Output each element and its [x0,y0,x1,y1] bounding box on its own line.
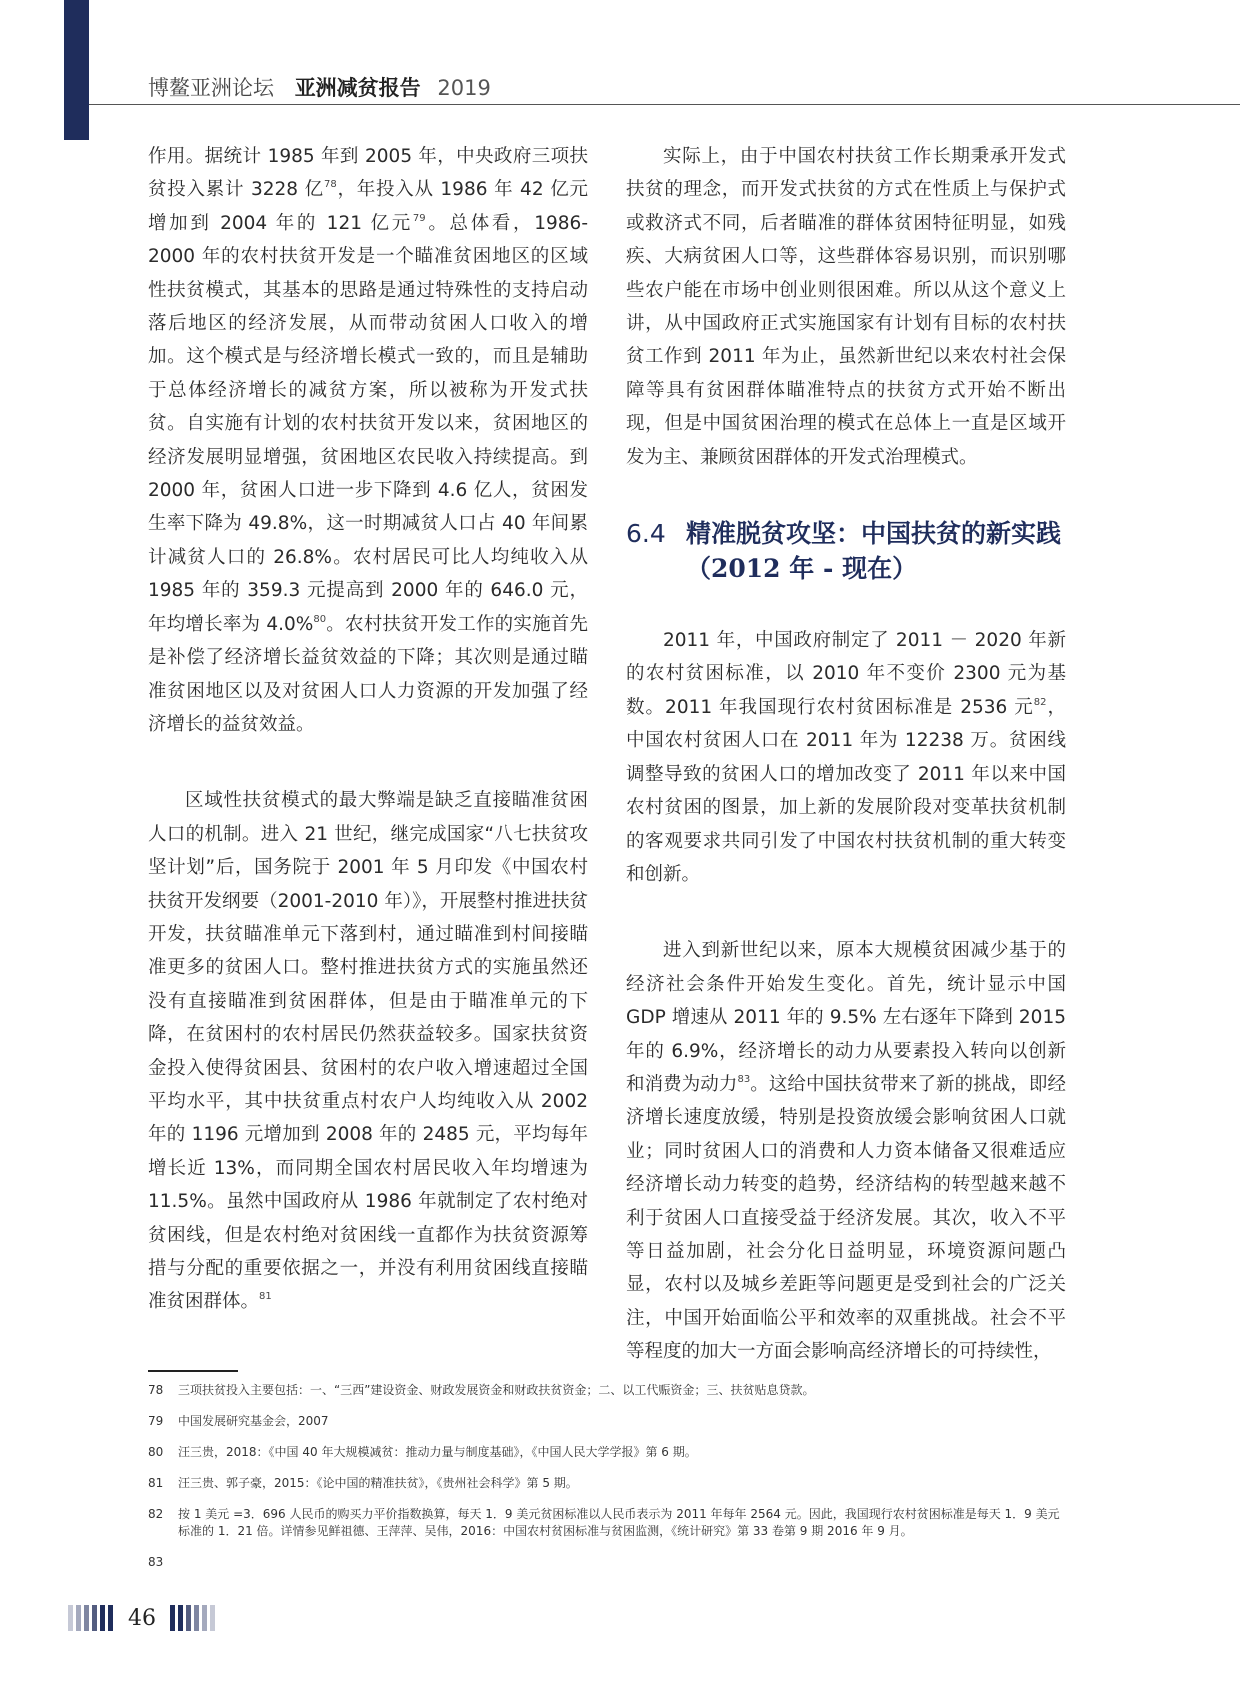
section-number: 6.4 [626,519,666,549]
footer-bars-left [68,1605,116,1631]
footnote-83 [148,1554,1068,1571]
left-column [148,140,588,1319]
footnote-number: 83 [148,1555,164,1569]
left-paragraph-2 [148,784,588,1319]
text-run: 进入到新世纪以来，原本大规模贫困减少基于的经济社会条件开始发生变化。首先，统计显示中国 GDP 增速从 2011 年的 9.5% 左右逐年下降到 2015 年的 6.9%，经济增长的动力从要素投入转向以创新和消费为动力 [626,940,1066,1095]
footnote-number: 81 [148,1476,164,1490]
text-run: 区域性扶贫模式的最大弊端是缺乏直接瞄准贫困人口的机制。进入 21 世纪，继完成国家“八七扶贫攻坚计划”后，国务院于 2001 年 5 月印发《中国农村扶贫开发纲要（2001-2010 年）》，开展整村推进扶贫开发，扶贫瞄准单元下落到村，通过瞄准到村间接瞄准更多的贫困人口。整村推进扶贫方式的实施虽然还没有直接瞄准到贫困群体，但是由于瞄准单元的下降，在贫困村的农村居民仍然获益较多。国家扶贫资金投入使得贫困县、贫困村的农户收入增速超过全国平均水平，其中扶贫重点村农户人均纯收入从 2002 年的 1196 元增加到 2008 年的 2485 元，平均每年增长近 13%，而同期全国农村居民收入年均增速为 11.5%。虽然中国政府从 1986 年就制定了农村绝对贫困线，但是农村绝对贫困线一直都作为扶贫资源筹措与分配的重要依据之一，并没有利用贫困线直接瞄准贫困群体。 [148,790,588,1313]
footnote-number: 82 [148,1507,164,1521]
text-run: 。这给中国扶贫带来了新的挑战，即经济增长速度放缓，特别是投资放缓会影响贫困人口就业；同时贫困人口的消费和人力资本储备又很难适应经济增长动力转变的趋势，经济结构的转型越来越不利于贫困人口直接受益于经济发展。其次，收入不平等日益加剧，社会分化日益明显，环境资源问题凸显，农村以及城乡差距等问题更是受到社会的广泛关注，中国开始面临公平和效率的双重挑战。社会不平等程度的加大一方面会影响高经济增长的可持续性， [626,1073,1066,1363]
text-run: 。总体看，1986-2000 年的农村扶贫开发是一个瞄准贫困地区的区域性扶贫模式，其基本的思路是通过特殊性的支持启动落后地区的经济发展，从而带动贫困人口收入的增加。这个模式是与经济增长模式一致的，而且是辅助于总体经济增长的减贫方案，所以被称为开发式扶贫。自实施有计划的农村扶贫开发以来，贫困地区的经济发展明显增强，贫困地区农民收入持续提高。到 2000 年，贫困人口进一步下降到 4.6 亿人，贫困发生率下降为 49.8%，这一时期减贫人口占 40 年间累计减贫人口的 26.8%。农村居民可比人均纯收入从 1985 年的 359.3 元提高到 2000 年的 646.0 元，年均增长率为 4.0% [148,212,588,635]
footnotes [148,1382,1068,1585]
footnote-78 [148,1382,1068,1399]
left-paragraph-1 [148,140,588,741]
footnote-number: 79 [148,1414,164,1428]
page-number: 46 [128,1605,156,1631]
footnote-ref-78[interactable]: 78 [323,179,337,191]
footnote-79 [148,1413,1068,1430]
footnote-ref-81[interactable]: 81 [259,1291,272,1303]
footnote-ref-83[interactable]: 83 [737,1073,751,1085]
footnote-ref-79[interactable]: 79 [412,212,426,224]
side-accent-bar [64,0,89,140]
footnote-80 [148,1444,1068,1461]
footnote-number: 80 [148,1445,164,1459]
footnote-ref-82[interactable]: 82 [1033,696,1047,708]
header-year: 2019 [437,76,491,100]
text-run: 作用。据统计 1985 年到 2005 年，中央政府三项扶贫投入累计 3228 亿 [148,146,588,201]
footnote-number: 78 [148,1383,164,1397]
header-divider [89,104,1240,105]
page-footer [68,1605,218,1631]
header-forum: 博鳌亚洲论坛 [148,76,274,100]
right-paragraph-2 [626,624,1066,891]
right-paragraph-3 [626,934,1066,1368]
footnote-text: 按 1 美元 =3．696 人民币的购买力平价指数换算，每天 1．9 美元贫困标准以人民币表示为 2011 年每年 2564 元。因此，我国现行农村贫困标准是每天 1．9 美元标准的 1．21 倍。详情参见鲜祖德、王萍萍、吴伟，2016：中国农村贫困标准与贫困监测，《统计研究》第 33 卷第 9 期 2016 年 9 月。 [178,1507,1060,1538]
footnote-text: 中国发展研究基金会，2007 [178,1414,329,1428]
text-run: ， 中国农村贫困人口在 2011 年为 12238 万。贫困线调整导致的贫困人口的增加改变了 2011 年以来中国农村贫困的图景，加上新的发展阶段对变革扶贫机制的客观要求共同引发了中国农村扶贫机制的重大转变和创新。 [626,696,1066,885]
running-header [148,72,491,102]
header-report-title: 亚洲减贫报告 [294,75,421,100]
footnote-text: 汪三贵，2018：《中国 40 年大规模减贫：推动力量与制度基础》，《中国人民大学学报》第 6 期。 [178,1445,697,1459]
section-title: 精准脱贫攻坚：中国扶贫的新实践（2012 年 - 现在） [686,519,1062,584]
footnote-text [178,1554,1068,1571]
section-heading [626,516,1066,586]
footnote-82 [148,1506,1068,1540]
footer-bars-right [170,1605,218,1631]
footnote-rule [148,1370,238,1372]
right-paragraph-1: 实际上，由于中国农村扶贫工作长期秉承开发式扶贫的理念，而开发式扶贫的方式在性质上与保护式或救济式不同，后者瞄准的群体贫困特征明显，如残疾、大病贫困人口等，这些群体容易识别，而识别哪些农户能在市场中创业则很困难。所以从这个意义上讲，从中国政府正式实施国家有计划有目标的农村扶贫工作到 2011 年为止，虽然新世纪以来农村社会保障等具有贫困群体瞄准特点的扶贫方式开始不断出现，但是中国贫困治理的模式在总体上一直是区域开发为主、兼顾贫困群体的开发式治理模式。 [626,146,1066,468]
footnote-ref-80[interactable]: 80 [313,613,327,625]
footnote-81 [148,1475,1068,1492]
right-column [626,140,1066,1369]
text-run: ，年投入从 1986 年 42 亿元增加到 2004 年的 121 亿元 [148,179,588,234]
footnote-text: 汪三贵、郭子豪，2015：《论中国的精准扶贫》，《贵州社会科学》第 5 期。 [178,1476,578,1490]
text-run: 。农村扶贫开发工作的实施首先是补偿了经济增长益贫效益的下降；其次则是通过瞄准贫困地区以及对贫困人口人力资源的开发加强了经济增长的益贫效益。 [148,613,588,735]
footnote-text: 三项扶贫投入主要包括：一、“三西”建设资金、财政发展资金和财政扶贫资金；二、以工代赈资金；三、扶贫贴息贷款。 [178,1383,815,1397]
text-run: 2011 年，中国政府制定了 2011 － 2020 年新的农村贫困标准，以 2010 年不变价 2300 元为基数。2011 年我国现行农村贫困标准是 2536 元 [626,630,1066,718]
